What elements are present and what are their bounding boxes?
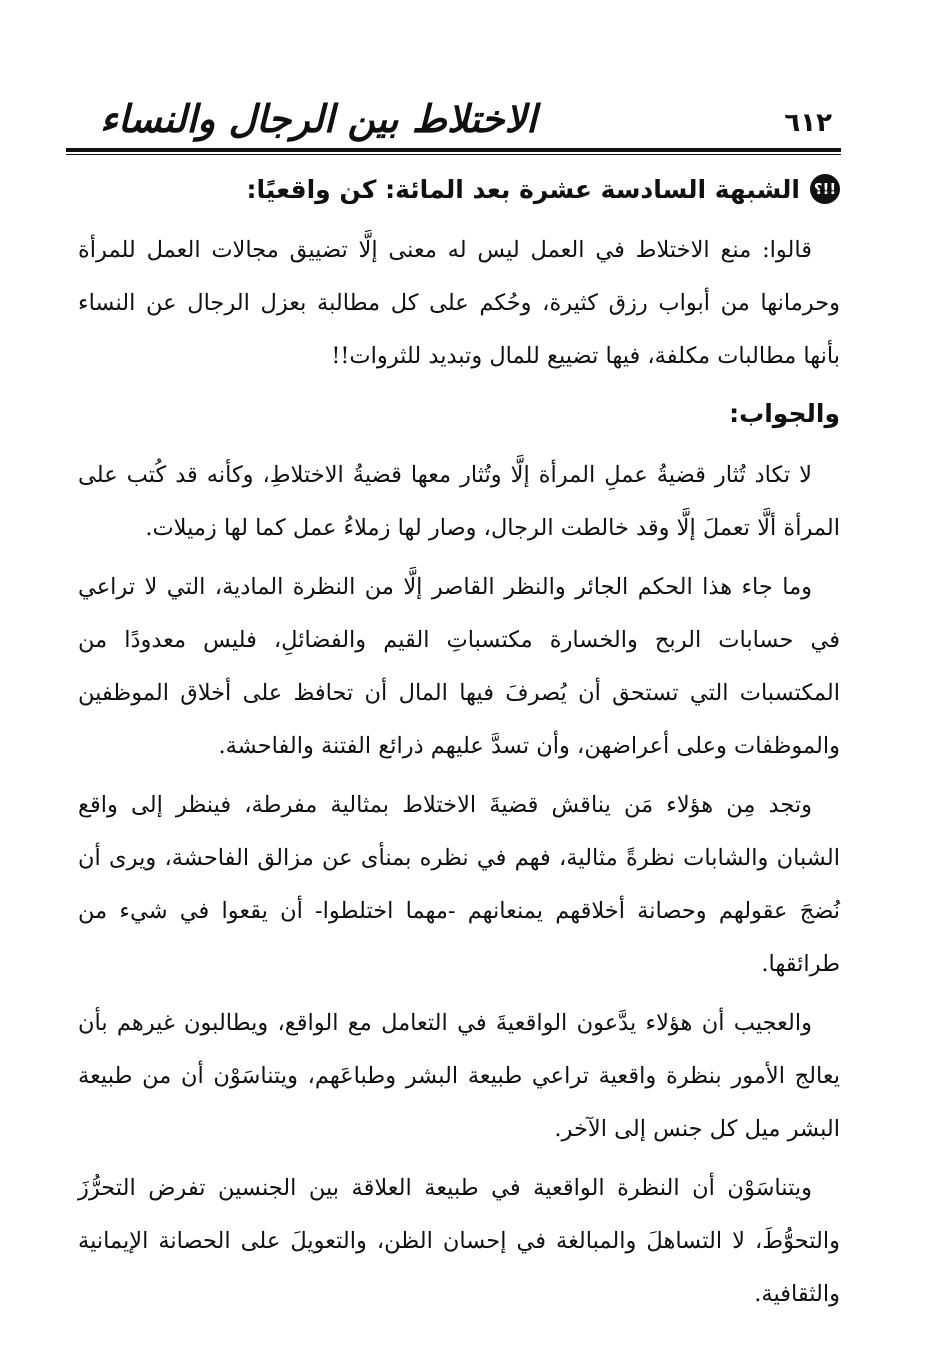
exclamation-badge-icon: !!؟ — [810, 174, 840, 204]
running-title: الاختلاط بين الرجال والنساء — [100, 96, 537, 141]
section-heading-text: الشبهة السادسة عشرة بعد المائة: كن واقعيًا: — [246, 174, 800, 204]
answer-paragraph-2: وما جاء هذا الحكم الجائر والنظر القاصر إلَّا من النظرة المادية، التي لا تراعي في حسابات الربح والخسارة مكتسباتِ القيم والفضائلِ، فليس معدودًا من المكتسبات التي تستحق أن يُصرفَ فيها المال أن تحافظ على أخلاق الموظفين والموظفات وعلى أعراضهن، وأن تسدَّ عليهم ذرائع الفتنة والفاحشة. — [78, 574, 840, 759]
answer-paragraph-5: ويتناسَوْن أن النظرة الواقعية في طبيعة العلاقة بين الجنسين تفرض التحرُّزَ والتحوُّطَ، لا التساهلَ والمبالغة في إحسان الظن، والتعويلَ على الحصانة الإيمانية والثقافية. — [78, 1175, 840, 1307]
answer-label: والجواب: — [729, 399, 840, 428]
header-rule — [66, 148, 841, 152]
page-number: ٦١٢ — [784, 108, 832, 138]
answer-paragraph-1: لا تكاد تُثار قضيةُ عملِ المرأة إلَّا وتُثار معها قضيةُ الاختلاطِ، وكأنه قد كُتب على المرأة ألَّا تعملَ إلَّا وقد خالطت الرجال، وصار لها زملاءُ عمل كما لها زميلات. — [78, 462, 840, 541]
header-rule-thin — [66, 154, 841, 155]
page-header — [60, 92, 840, 156]
section-heading — [78, 174, 840, 204]
page-body — [78, 166, 840, 1327]
claim-paragraph: قالوا: منع الاختلاط في العمل ليس له معنى إلَّا تضييق مجالات العمل للمرأة وحرمانها من أبواب رزق كثيرة، وحُكم على كل مطالبة بعزل الرجال عن النساء بأنها مطالبات مكلفة، فيها تضييع للمال وتبديد للثروات!! — [78, 237, 840, 369]
answer-paragraph-3: وتجد مِن هؤلاء مَن يناقش قضيةَ الاختلاط بمثالية مفرطة، فينظر إلى واقع الشبان والشابات نظرةً مثالية، فهم في نظره بمنأى عن مزالق الفاحشة، ويرى أن نُضجَ عقولهم وحصانة أخلاقهم يمنعانهم -مهما اختلطوا- أن يقعوا في شيء من طرائقها. — [78, 792, 840, 977]
answer-paragraph-4: والعجيب أن هؤلاء يدَّعون الواقعيةَ في التعامل مع الواقع، ويطالبون غيرهم بأن يعالج الأمور بنظرة واقعية تراعي طبيعة البشر وطباعَهم، ويتناسَوْن أن من طبيعة البشر ميل كل جنس إلى الآخر. — [78, 1010, 840, 1142]
